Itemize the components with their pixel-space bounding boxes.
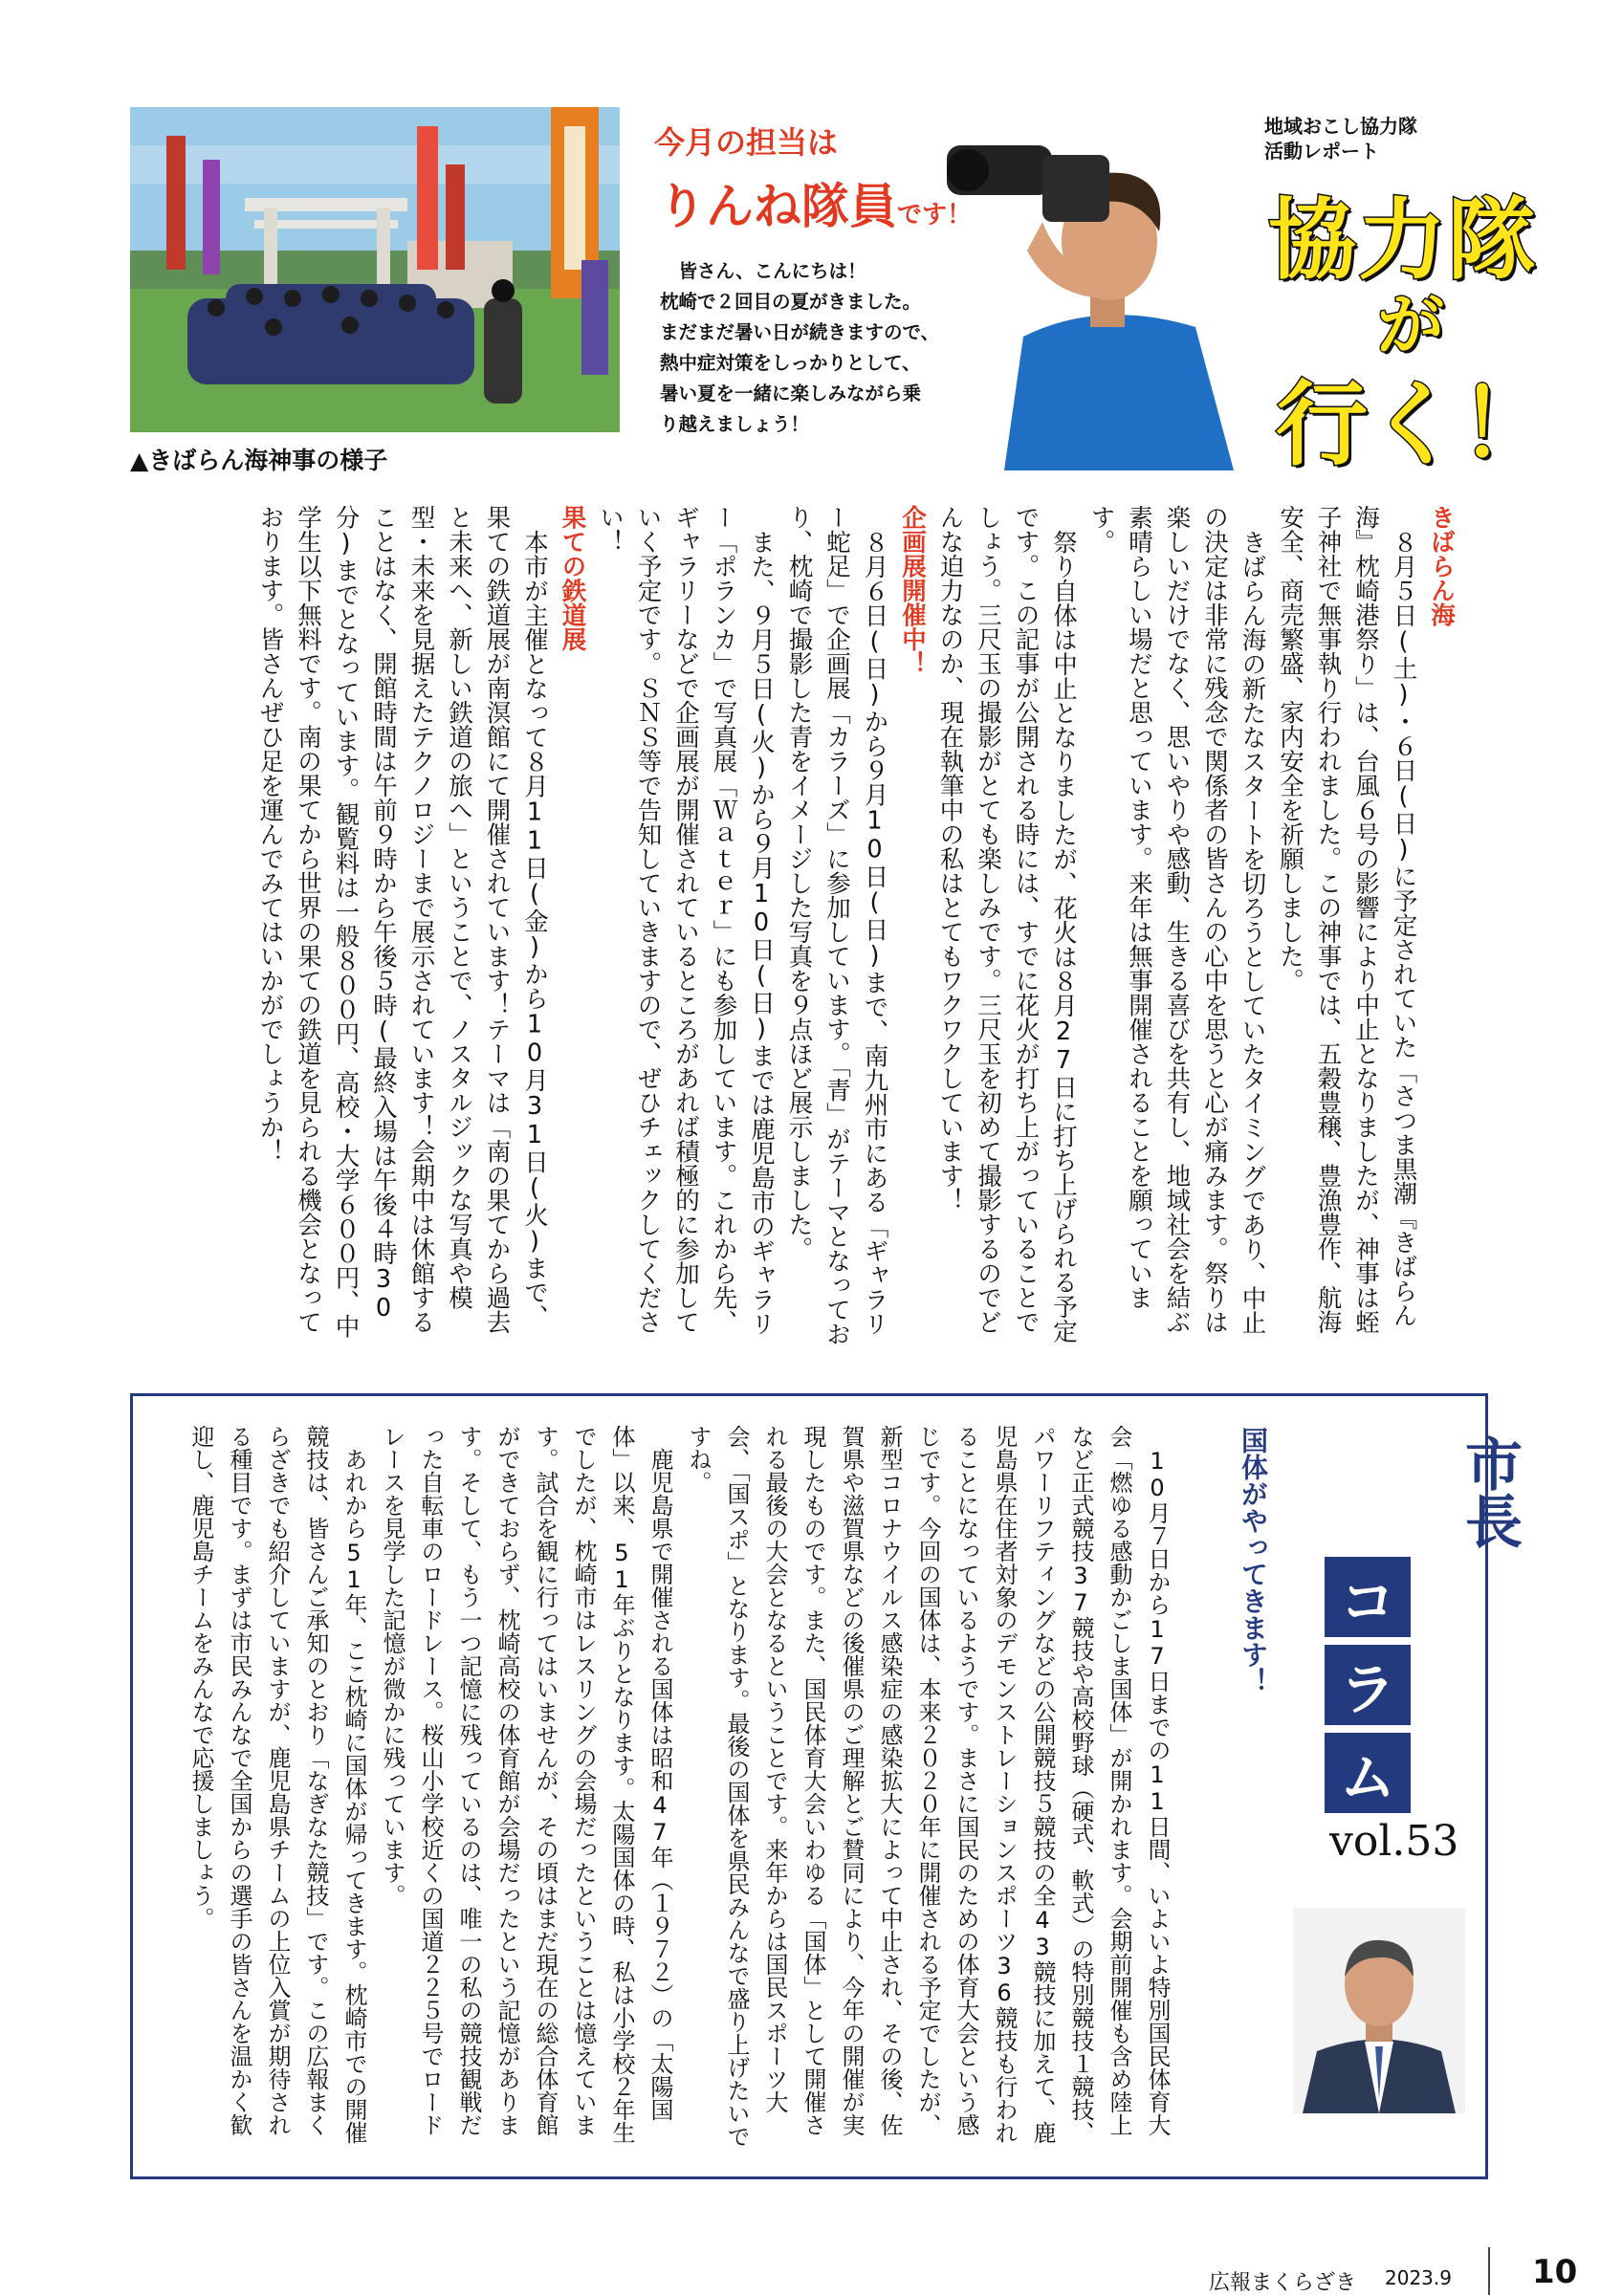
publication-name: 広報まくらざき xyxy=(1209,2271,1357,2295)
column-volume: vol.53 xyxy=(1329,1817,1459,1866)
section-kicker-line1: 地域おこし協力隊 xyxy=(1264,115,1417,138)
article-heading: 企画展開催中！ xyxy=(898,505,927,676)
section-title-line3: 行く！ xyxy=(1276,371,1551,478)
reporter-name: りんね隊員 xyxy=(658,179,897,234)
article-paragraph: 本市が主催となって８月11日(金)から10月31日(火)まで、果ての鉄道展が南溟館にて開催されています！テーマは「南の果てから過去と未来へ、新しい鉄道の旅へ」ということで、ノスタルジックな写真や模型・未来を見据えたテクノロジーまで展示されています！会期中は休館することはなく、開館時間は午前９時から午後５時(最終入場は午後４時30分)までとなっています。観覧料は一般８００円、高校・大学６００円、中学生以下無料です。南の果てから世界の果ての鉄道を見られる機会となっております。皆さんぜひ足を運んでみてはいかがでしょうか！ xyxy=(255,505,549,1339)
greeting-line: 皆さん、こんにちは！ xyxy=(678,260,866,282)
column-title-char: ム xyxy=(1325,1733,1411,1813)
greeting-line: 暑い夏を一緒に楽しみながら乗 xyxy=(660,383,922,405)
reporter-name-suffix: です！ xyxy=(897,201,973,230)
column-paragraph: あれから51年、ここ枕崎に国体が帰ってきます。枕崎市での開催競技は、皆さんご承知のとおり「なぎなた競技」です。この広報まくらざきでも紹介していますが、鹿児島県チームの上位入賞が期待される種目です。まずは市民みんなで全国からの選手の皆さんを温かく歓迎し、鹿児島チームをみんなで応援しましょう。 xyxy=(187,1425,367,2144)
column-title-char: ラ xyxy=(1325,1645,1411,1725)
article-paragraph: ８月６日(日)から９月10日(日)まで、南九州市にある「ギャラリー蛇足」で企画展「カラーズ」に参加しています。「青」がテーマとなっており、枕崎で撮影した青をイメージした写真を９点ほど展示しました。 xyxy=(784,505,889,1346)
column-paragraph: 鹿児島県で開催される国体は昭和47年（１９７２）の「太陽国体」以来、51年ぶりとなります。太陽国体の時、私は小学校２年生でしたが、枕崎市はレスリングの会場だったということは憶えています。試合を観に行ってはいませんが、その頃はまだ現在の総合体育館ができておらず、枕崎高校の体育館が会場だったという記憶があります。そして、もう一つ記憶に残っているのは、唯一の私の競技観戦だった自転車のロードレース。桜山小学校近くの国道２２５号でロードレースを見学した記憶が微かに残っています。 xyxy=(379,1425,673,2144)
mayor-portrait xyxy=(1293,1908,1465,2113)
section-title-line2: が xyxy=(1377,286,1444,364)
article-heading: きばらん海 xyxy=(1427,505,1456,627)
article-paragraph: また、９月５日(火)から９月10日(日)までは鹿児島市のギャラリー「ポランカ」で写真展「Ｗａｔｅｒ」にも参加しています。これから先、ギャラリーなどで企画展が開催されているところがあれば積極的に参加していく予定です。ＳＮＳ等で告知していきますので、ぜひチェックしてください！ xyxy=(596,505,776,1336)
page-number: 10 xyxy=(1532,2253,1578,2291)
shrine-ceremony-photo xyxy=(130,107,620,432)
article-paragraph: ８月５日(土)・６日(日)に予定されていた「さつま黒潮『きばらん海』枕崎港祭り」は、台風６号の影響により中止となりましたが、神事は蛭子神社で無事執り行われました。この神事では、五穀豊穣、豊漁豊作、航海安全、商売繁盛、家内安全を祈願しました。 xyxy=(1276,505,1418,1334)
column-kicker: 国体がやってきます！ xyxy=(1238,1427,1269,1695)
issue-date: 2023.9 xyxy=(1385,2266,1452,2289)
photo-caption: ▲きばらん海神事の様子 xyxy=(130,447,388,474)
reporter-photo xyxy=(947,107,1253,470)
greeting-line: 熱中症対策をしっかりとして、 xyxy=(660,352,921,374)
article-paragraph: きばらん海の新たなスタートを切ろうとしていたタイミングであり、中止の決定は非常に残念で関係者の皆さんの心中を思うと心が痛みます。祭りは楽しいだけでなく、思いやりや感動、生きる喜びを共有し、地域社会を結ぶ素晴らしい場だと思っています。来年は無事開催されることを願っています。 xyxy=(1086,505,1267,1334)
mayor-column-title: 市長 xyxy=(1456,1434,1523,1549)
reporter-lead-small: 今月の担当は xyxy=(654,124,839,161)
article-paragraph: 祭り自体は中止となりましたが、花火は８月27日に打ち上げられる予定です。この記事が公開される時には、すでに花火が打ち上がっていることでしょう。三尺玉の撮影がとても楽しみです。三尺玉を初めて撮影するのでどんな迫力なのか、現在執筆中の私はとてもワクワクしています！ xyxy=(935,505,1078,1343)
report-article xyxy=(220,505,1459,1346)
greeting-line: り越えましょう！ xyxy=(660,413,810,435)
mayor-column-text xyxy=(172,1425,1176,2152)
article-heading: 果ての鉄道展 xyxy=(558,505,587,651)
greeting-line: まだまだ暑い日が続きますので、 xyxy=(660,321,940,343)
greeting-line: 枕崎で２回目の夏がきました。 xyxy=(660,291,922,313)
reporter-lead-name xyxy=(658,168,972,237)
column-paragraph: 10月７日から17日までの11日間、いよいよ特別国民体育大会「燃ゆる感動かごしま国体」が開かれます。会期前開催も含め陸上など正式競技37競技や高校野球（硬式、軟式）の特別競技１競技、パワーリフティングなどの公開競技５競技の全43競技に加えて、鹿児島県在住者対象のデモンストレーションスポーツ36競技も行われることになっているようです。まさに国民のための体育大会という感じです。今回の国体は、本来２０２０年に開催される予定でしたが、新型コロナウイルス感染症の感染拡大によって中止され、その後、佐賀県や滋賀県などの後催県のご理解とご賛同により、今年の開催が実現したものです。また、国民体育大会いわゆる「国体」として開催される最後の大会となるということです。来年からは国民スポーツ大会、「国スポ」となります。最後の国体を県民みんなで盛り上げたいですね。 xyxy=(685,1425,1171,2148)
column-title-char: コ xyxy=(1325,1557,1411,1637)
footer-divider xyxy=(1488,2247,1490,2295)
section-kicker-line2: 活動レポート xyxy=(1264,140,1379,163)
section-title-line1: 協力隊 xyxy=(1268,189,1539,292)
